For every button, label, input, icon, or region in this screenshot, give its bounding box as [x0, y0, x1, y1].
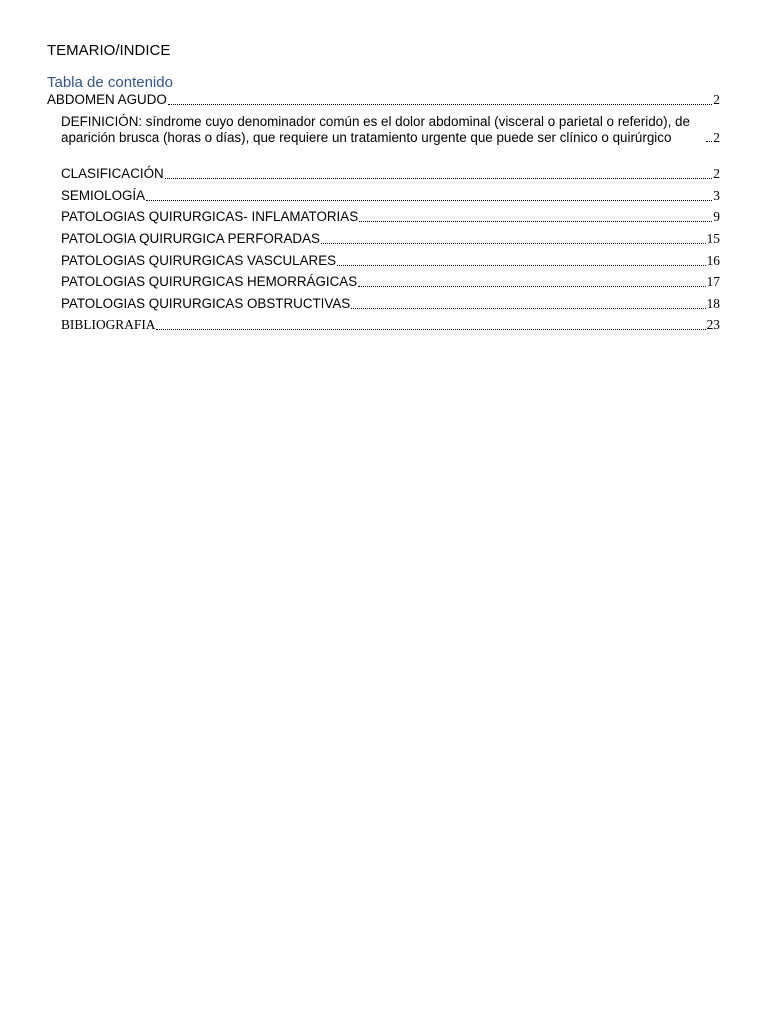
toc-entry-text [61, 114, 705, 145]
toc-entry-text: PATOLOGIAS QUIRURGICAS- INFLAMATORIAS [61, 209, 359, 224]
toc-entry-semiologia[interactable] [61, 188, 720, 204]
toc-page-number: 2 [713, 166, 720, 181]
toc-page-number: 2 [713, 92, 720, 107]
toc-dot-leader [321, 242, 706, 244]
toc-page-number: 16 [706, 253, 720, 268]
toc-dot-leader [351, 307, 705, 309]
toc-entry-inflamatorias[interactable] [61, 209, 720, 225]
toc-entry-text: CLASIFICACIÓN [61, 166, 164, 181]
toc-dot-leader [165, 177, 713, 179]
toc-entry-text: PATOLOGIAS QUIRURGICAS VASCULARES [61, 253, 337, 268]
toc-entry-text-line: quirúrgico [612, 129, 672, 145]
toc-dot-leader [168, 103, 713, 105]
toc-entry-obstructivas[interactable] [61, 296, 720, 312]
document-heading: TEMARIO/INDICE [47, 42, 171, 59]
toc-entry-definicion[interactable] [61, 114, 720, 145]
toc-dot-leader [156, 328, 705, 330]
toc-entry-text: PATOLOGIAS QUIRURGICAS HEMORRÁGICAS [61, 274, 358, 289]
toc-entry-clasificacion[interactable] [61, 166, 720, 182]
toc-entry-text: SEMIOLOGÍA [61, 188, 146, 203]
toc-dot-leader [359, 220, 712, 222]
toc-entry-text: PATOLOGIAS QUIRURGICAS OBSTRUCTIVAS [61, 296, 351, 311]
toc-page-number: 2 [713, 129, 720, 145]
toc-page-number: 17 [706, 274, 720, 289]
toc-entry-text: ABDOMEN AGUDO [47, 92, 167, 107]
toc-page-number: 15 [706, 231, 720, 246]
toc-page-number: 9 [713, 209, 720, 224]
toc-entry-vasculares[interactable] [61, 253, 720, 269]
toc-entry-perforadas[interactable] [61, 231, 720, 247]
toc-page-number: 23 [706, 317, 720, 332]
toc-entry-bibliografia[interactable] [61, 317, 720, 333]
toc-page-number: 3 [713, 188, 720, 203]
toc-entry-abdomen-agudo[interactable] [47, 92, 720, 108]
toc-dot-leader [706, 140, 712, 142]
toc-entry-text-line: de aparición brusca (horas o días), que requiere un tratamiento urgente que puede ser clínico o [61, 114, 690, 145]
toc-dot-leader [146, 199, 712, 201]
toc-entry-text: BIBLIOGRAFIA [61, 317, 156, 332]
toc-dot-leader [358, 285, 705, 287]
toc-entry-hemorragicas[interactable] [61, 274, 720, 290]
toc-title: Tabla de contenido [47, 74, 173, 91]
toc-dot-leader [337, 264, 706, 266]
toc-page-number: 18 [706, 296, 720, 311]
toc-entry-text-line: DEFINICIÓN: síndrome cuyo denominador común es el dolor abdominal (visceral o parietal o referido), [61, 114, 672, 129]
toc-entry-text: PATOLOGIA QUIRURGICA PERFORADAS [61, 231, 320, 246]
